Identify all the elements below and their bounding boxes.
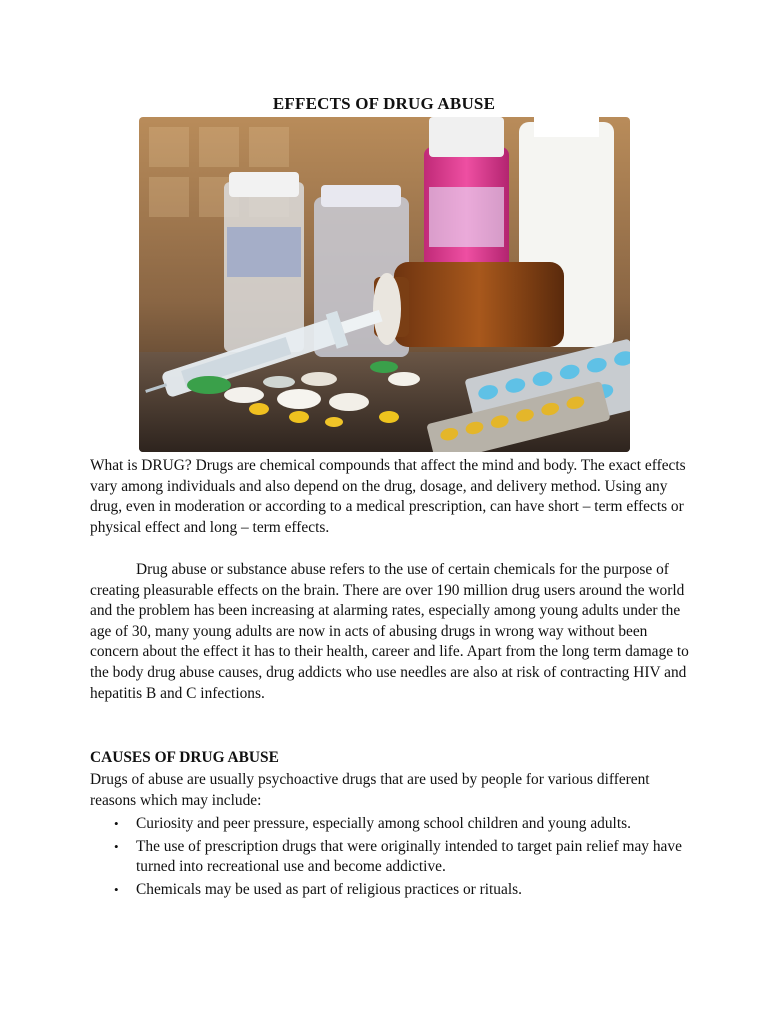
causes-list <box>90 814 690 902</box>
causes-intro-paragraph: Drugs of abuse are usually psychoactive drugs that are used by people for various different reasons which may include: <box>90 771 650 809</box>
bullet-icon: • <box>114 881 119 897</box>
drug-photo <box>139 117 630 452</box>
bullet-icon: • <box>114 816 119 831</box>
causes-heading: CAUSES OF DRUG ABUSE <box>90 749 279 766</box>
list-item <box>90 837 690 878</box>
list-item <box>90 814 690 835</box>
list-item-text: The use of prescription drugs that were originally intended to target pain relief may have turned into recreational use and become addictive. <box>136 837 682 876</box>
list-item <box>90 880 690 901</box>
list-item-text: Curiosity and peer pressure, especially among school children and young adults. <box>136 815 631 832</box>
bullet-icon: • <box>114 838 119 854</box>
intro-paragraph: What is DRUG? Drugs are chemical compounds that affect the mind and body. The exact effects vary among individuals and also depend on the drug, dosage, and delivery method. Using any drug, even in moderation or according to a medical prescription, can have short – term effects or physical effect and long – term effects. <box>90 457 686 536</box>
document-title: EFFECTS OF DRUG ABUSE <box>272 94 496 113</box>
list-item-text: Chemicals may be used as part of religious practices or rituals. <box>136 880 522 898</box>
drug-abuse-paragraph: Drug abuse or substance abuse refers to the use of certain chemicals for the purpose of creating pleasurable effects on the brain. There are over 190 million drug users around the world and the problem has been increasing at alarming rates, especially among young adults under the age of 30, many young adults are now in acts of abusing drugs in wrong way without been concern about the effect it has to their health, career and life. Apart from the long term damage to the body drug abuse causes, drug addicts who use needles are also at risk of contracting HIV and hepatitis B and C infections. <box>90 561 689 702</box>
